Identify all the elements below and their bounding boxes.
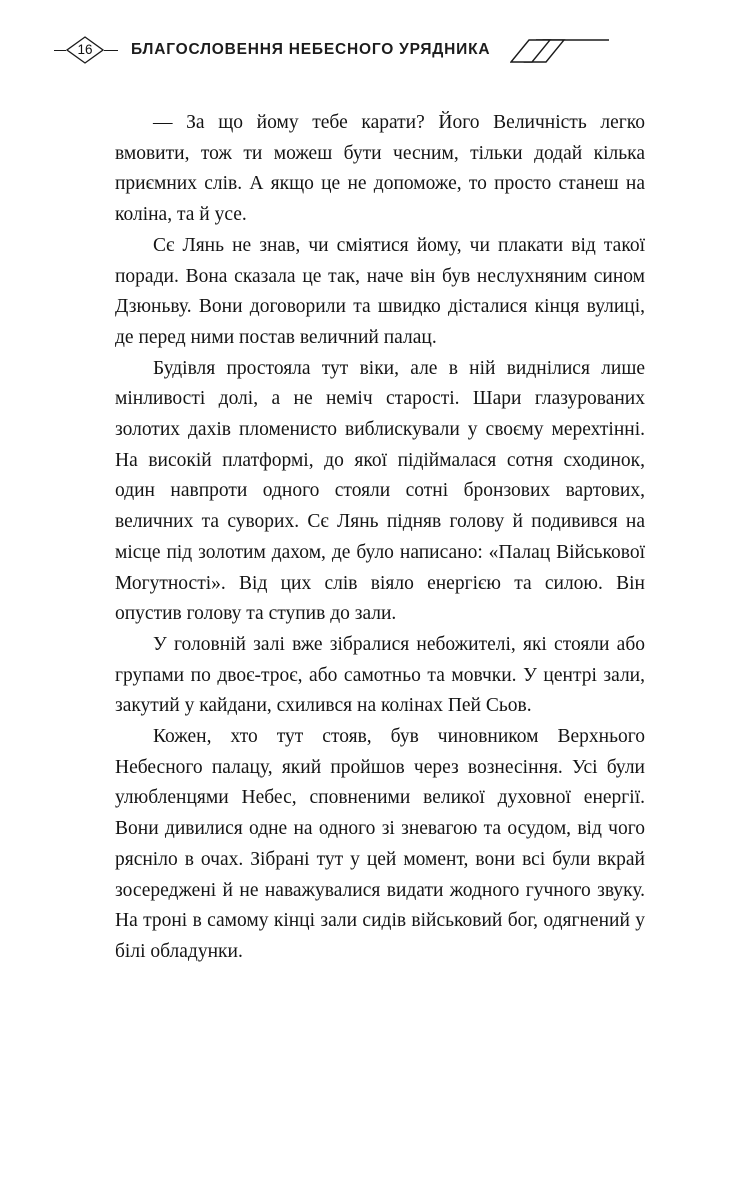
page-number-diamond — [66, 36, 104, 64]
paragraph: Сє Лянь не знав, чи сміятися йому, чи плакати від такої поради. Вона сказала це так, наче він був неслухняним сином Дзюньву. Вони договорили та швидко дісталися кінця вулиці, де перед ними постав величний палац. — [115, 234, 645, 348]
page-header — [0, 34, 756, 66]
header-rule-mid — [104, 50, 118, 51]
paragraph: У головній залі вже зібралися небожителі, які стояли або групами по двоє-троє, або самотньо та мовчки. У центрі зали, закутий у кайдани, схилився на колінах Пей Сьов. — [115, 633, 645, 717]
paragraph: — За що йому тебе карати? Його Величність легко вмовити, тож ти можеш бути чесним, тільки додай кілька приємних слів. А якщо це не допоможе, то просто станеш на коліна, та й усе. — [115, 112, 645, 226]
body-text — [115, 108, 645, 968]
header-rule-left — [54, 50, 66, 51]
paragraph: Кожен, хто тут стояв, був чиновником Верхнього Небесного палацу, який пройшов через вознесіння. Усі були улюбленцями Небес, сповненими великої духовної енергії. Вони дивилися одне на одного зі зневагою та осудом, від чого рясніло в очах. Зібрані тут у цей момент, вони всі були вкрай зосереджені й не наважувалися видати жодного гучного звуку. На троні в самому кінці зали сидів військовий бог, одягнений у білі обладунки. — [115, 726, 645, 962]
page-number: 16 — [77, 42, 93, 58]
header-chevron-ornament-icon — [510, 37, 610, 63]
paragraph: Будівля простояла тут віки, але в ній виднілися лише мінливості долі, а не неміч старості. Шари глазурованих золотих дахів пломенисто виблискували у своєму мерехтінні. На високій платформі, до якої підіймалася сотня сходинок, один навпроти одного стояли сотні бронзових вартових, величних та суворих. Сє Лянь підняв голову й подивився на місце під золотим дахом, де було написано: «Палац Військової Могутності». Від цих слів віяло енергією та силою. Він опустив голову та ступив до зали. — [115, 357, 645, 625]
book-title: БЛАГОСЛОВЕННЯ НЕБЕСНОГО УРЯДНИКА — [131, 41, 491, 58]
